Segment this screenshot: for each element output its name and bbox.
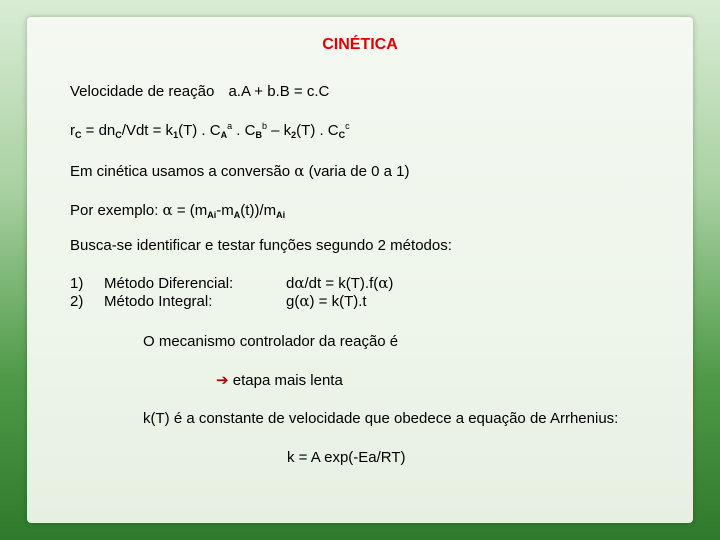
cb-subscript: B (255, 130, 262, 140)
cb-superscript: b (261, 121, 267, 131)
rate-equation (70, 121, 350, 140)
reaction-equation: a.A + b.B = c.C (228, 83, 330, 100)
methods-intro: Busca-se identificar e testar funções segundo 2 métodos: (70, 237, 452, 254)
example-text-3: (t))/m (240, 202, 277, 219)
example-line (70, 201, 285, 220)
method-formula-1: g( (286, 293, 300, 310)
slow-step-text: etapa mais lenta (228, 372, 343, 389)
alpha-symbol: α (299, 292, 310, 310)
example-label: Por exemplo: (70, 202, 163, 219)
k2-subscript: 2 (291, 130, 297, 140)
arrhenius-text: k(T) é a constante de velocidade que obedece a equação de Arrhenius: (143, 410, 619, 427)
reaction-line (70, 83, 329, 100)
rate-text-3: (T) . C (178, 122, 221, 139)
ma-subscript: A (233, 210, 241, 220)
alpha-symbol: α (162, 201, 173, 219)
cc-superscript: c (345, 121, 350, 131)
method-formula-3: ) (388, 275, 394, 292)
rate-subscript: C (75, 130, 82, 140)
slow-step-line (216, 371, 343, 389)
method-1 (70, 274, 393, 292)
mai-subscript-2: Ai (276, 210, 286, 220)
n-subscript: C (115, 130, 122, 140)
mai-subscript: Ai (207, 210, 217, 220)
method-name: Método Diferencial: (104, 275, 234, 292)
arrow-icon: ➔ (216, 372, 229, 389)
rate-text-6: (T) . C (296, 122, 339, 139)
method-number: 1) (70, 275, 84, 292)
rate-text-4: . C (232, 122, 256, 139)
method-number: 2) (70, 293, 84, 310)
rate-text-2: /Vdt = k (121, 122, 174, 139)
conversion-range: (varia de 0 a 1) (304, 163, 410, 180)
arrhenius-equation: k = A exp(-Ea/RT) (287, 449, 406, 466)
mechanism-line: O mecanismo controlador da reação é (143, 333, 399, 350)
rate-text-5: – k (266, 122, 292, 139)
example-text-2: -m (216, 202, 234, 219)
k1-subscript: 1 (173, 130, 179, 140)
alpha-symbol: α (294, 162, 305, 180)
rate-symbol: r (70, 122, 75, 139)
ca-superscript: a (227, 121, 233, 131)
method-formula-1: d (286, 275, 295, 292)
method-name: Método Integral: (104, 293, 213, 310)
conversion-line (70, 162, 409, 180)
cc-subscript: C (338, 130, 346, 140)
method-formula-2: ) = k(T).t (309, 293, 367, 310)
conversion-text: Em cinética usamos a conversão (70, 163, 295, 180)
ca-subscript: A (220, 130, 228, 140)
method-2 (70, 292, 367, 310)
slide-title: CINÉTICA (322, 36, 398, 53)
reaction-label: Velocidade de reação (70, 83, 215, 100)
alpha-symbol: α (378, 274, 389, 292)
alpha-symbol: α (294, 274, 305, 292)
rate-text-1: = dn (81, 122, 116, 139)
method-formula-2: /dt = k(T).f( (304, 275, 379, 292)
example-text-1: = (m (172, 202, 208, 219)
